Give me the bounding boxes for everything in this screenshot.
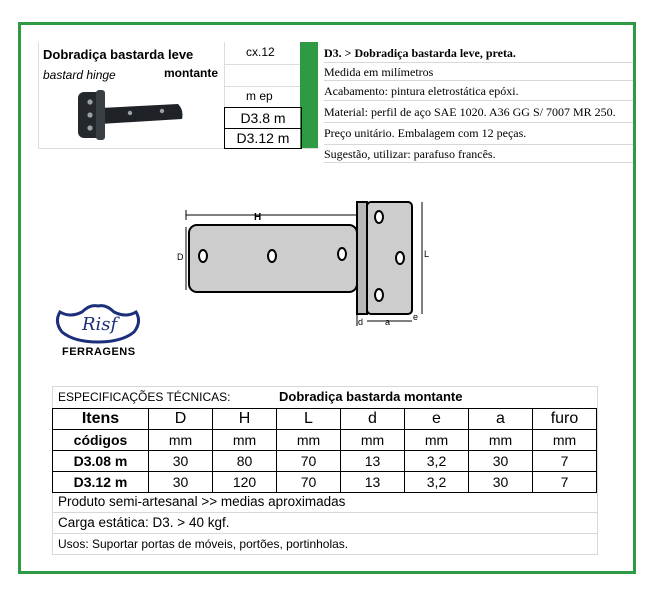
table-cell: 13 <box>341 472 405 493</box>
unit-cell: mm <box>149 430 213 451</box>
table-cell: 7 <box>533 472 597 493</box>
label-l: L <box>424 249 430 259</box>
table-cell: 30 <box>149 472 213 493</box>
hole-2 <box>268 250 276 262</box>
spec-line-1: D3. > Dobradiça bastarda leve, preta. <box>324 46 516 60</box>
table-cell: 30 <box>469 472 533 493</box>
table-cell: 7 <box>533 451 597 472</box>
hole-4 <box>375 211 383 223</box>
logo-name: FERRAGENS <box>62 346 136 358</box>
header-l: L <box>277 409 341 430</box>
hole-3 <box>338 248 346 260</box>
box-quantity: cx.12 <box>246 45 275 59</box>
label-h: H <box>254 212 262 223</box>
unit-cell: mm <box>277 430 341 451</box>
unit-cell: mm <box>469 430 533 451</box>
table-cell: 30 <box>149 451 213 472</box>
table-cell: 13 <box>341 451 405 472</box>
product-box-hline-2 <box>224 86 300 87</box>
code-d3-8: D3.8 m <box>224 107 302 129</box>
table-header-row <box>53 409 597 430</box>
table-cell: 3,2 <box>405 451 469 472</box>
product-subtitle: bastard hinge <box>43 68 116 82</box>
spec-line-6: Sugestão, utilizar: parafuso francês. <box>324 147 496 161</box>
row-code: D3.08 m <box>53 451 149 472</box>
hinge-technical-drawing <box>176 196 438 332</box>
table-unit-row <box>53 430 597 451</box>
note-carga-estatica: Carga estática: D3. > 40 kgf. <box>58 515 230 530</box>
note-usos: Usos: Suportar portas de móveis, portões, portinholas. <box>58 537 349 551</box>
header-d-small: d <box>341 409 405 430</box>
product-variant: montante <box>164 66 218 80</box>
spec-line-4: Material: perfil de aço SAE 1020. A36 GG S/ 7007 MR 250. <box>324 105 616 119</box>
table-title: Dobradiça bastarda montante <box>279 389 463 404</box>
hinge-photo <box>70 86 188 144</box>
label-e: e <box>413 312 419 322</box>
hole-5 <box>396 252 404 264</box>
table-row <box>53 451 597 472</box>
header-d-big: D <box>149 409 213 430</box>
header-h: H <box>213 409 277 430</box>
specs-table <box>52 408 597 493</box>
logo-brand: Risf <box>82 314 118 335</box>
table-cell: 3,2 <box>405 472 469 493</box>
spec-line-3: Acabamento: pintura eletrostática epóxi. <box>324 84 519 98</box>
header-a: a <box>469 409 533 430</box>
table-caption: ESPECIFICAÇÕES TÉCNICAS: <box>58 390 231 404</box>
unit-cell: mm <box>213 430 277 451</box>
hole-6 <box>375 289 383 301</box>
hole-1 <box>199 250 207 262</box>
unit-codigos: códigos <box>53 430 149 451</box>
hinge-knuckle <box>357 202 367 314</box>
risf-emblem <box>52 298 144 346</box>
product-title: Dobradiça bastarda leve <box>43 47 194 62</box>
unit-cell: mm <box>341 430 405 451</box>
green-band <box>300 42 318 148</box>
label-d-big: D <box>177 252 184 262</box>
table-cell: 70 <box>277 451 341 472</box>
spec-line-2: Medida em milímetros <box>324 65 434 79</box>
unit-header: m ep <box>246 89 273 103</box>
table-cell: 80 <box>213 451 277 472</box>
table-cell: 120 <box>213 472 277 493</box>
product-box-hline <box>224 64 300 65</box>
label-small-d: d <box>358 317 364 327</box>
code-d3-12: D3.12 m <box>224 128 302 149</box>
unit-cell: mm <box>405 430 469 451</box>
table-row <box>53 472 597 493</box>
header-itens: Itens <box>53 409 149 430</box>
header-furo: furo <box>533 409 597 430</box>
row-code: D3.12 m <box>53 472 149 493</box>
table-cell: 70 <box>277 472 341 493</box>
header-e: e <box>405 409 469 430</box>
unit-cell: mm <box>533 430 597 451</box>
spec-line-5: Preço unitário. Embalagem com 12 peças. <box>324 126 527 140</box>
note-semi-artesanal: Produto semi-artesanal >> medias aproximadas <box>58 494 346 509</box>
label-a: a <box>385 317 391 327</box>
table-cell: 30 <box>469 451 533 472</box>
hinge-leaf-vertical <box>367 202 412 314</box>
